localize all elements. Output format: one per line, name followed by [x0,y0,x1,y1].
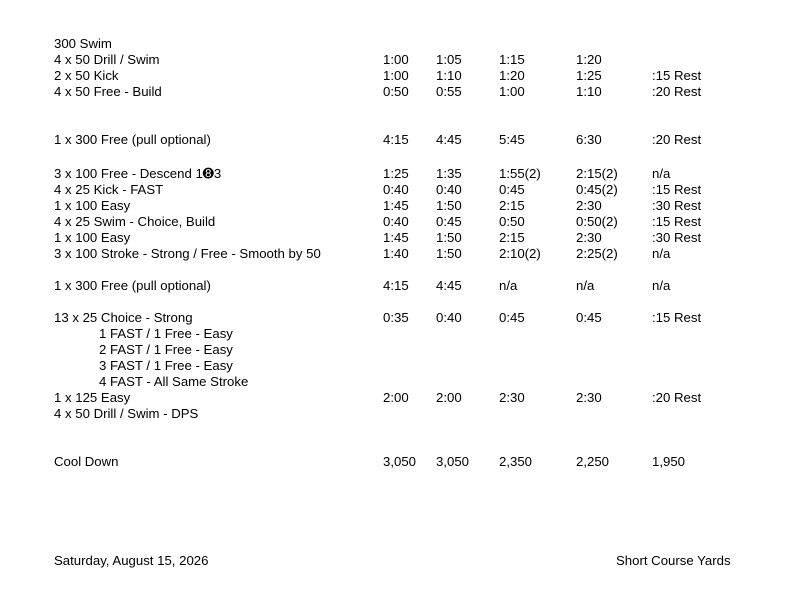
total-cell: 3,050 [383,454,417,469]
interval-cell: 1:20 [576,52,602,67]
interval-cell: 1:15 [499,52,525,67]
interval-cell: 0:35 [383,310,409,325]
interval-cell: 1:00 [383,52,409,67]
interval-cell: 1:00 [499,84,525,99]
footer-date: Saturday, August 15, 2026 [54,553,209,568]
interval-cell: 1:50 [436,246,462,261]
row-description: 1 FAST / 1 Free - Easy [99,326,233,341]
interval-cell: 1:10 [436,68,462,83]
rest-cell: :15 Rest [652,310,702,325]
interval-cell: 0:45 [499,310,525,325]
row-description: 4 x 50 Drill / Swim - DPS [54,406,199,421]
row-description: 3 x 100 Free - Descend 1➑3 [54,166,222,181]
total-cell: 2,250 [576,454,610,469]
row-description: 2 FAST / 1 Free - Easy [99,342,233,357]
total-cell: 3,050 [436,454,470,469]
interval-cell: 1:20 [499,68,525,83]
interval-cell: 0:50 [499,214,525,229]
interval-cell: 5:45 [499,132,525,147]
interval-cell: 2:15(2) [576,166,618,181]
workout-row [0,278,792,294]
interval-cell: 4:45 [436,278,462,293]
interval-cell: 1:55(2) [499,166,541,181]
row-description: 4 FAST - All Same Stroke [99,374,249,389]
row-description: 1 x 300 Free (pull optional) [54,278,211,293]
interval-cell: 4:15 [383,278,409,293]
workout-row [0,166,792,182]
rest-cell: :20 Rest [652,84,702,99]
interval-cell: 2:30 [576,230,602,245]
row-description: 2 x 50 Kick [54,68,119,83]
row-description: 1 x 300 Free (pull optional) [54,132,211,147]
interval-cell: 0:40 [436,310,462,325]
interval-cell: 0:45(2) [576,182,618,197]
interval-cell: 1:45 [383,230,409,245]
rest-cell: :20 Rest [652,390,702,405]
interval-cell: n/a [576,278,595,293]
footer-course: Short Course Yards [616,553,731,568]
rest-cell: :15 Rest [652,182,702,197]
interval-cell: 1:05 [436,52,462,67]
rest-cell: n/a [652,278,671,293]
row-description: 1 x 100 Easy [54,230,131,245]
workout-row [0,246,792,262]
row-description: 13 x 25 Choice - Strong [54,310,193,325]
interval-cell: 4:45 [436,132,462,147]
row-description: 3 x 100 Stroke - Strong / Free - Smooth by 50 [54,246,321,261]
interval-cell: 2:15 [499,230,525,245]
workout-row [0,390,792,406]
workout-row [0,406,792,422]
interval-cell: 2:00 [383,390,409,405]
interval-cell: 1:40 [383,246,409,261]
interval-cell: 1:25 [576,68,602,83]
total-row [0,454,792,470]
row-description: 4 x 50 Drill / Swim [54,52,160,67]
workout-row [0,374,792,390]
workout-row [0,84,792,100]
interval-cell: 2:00 [436,390,462,405]
rest-cell: :15 Rest [652,68,702,83]
row-description: 3 FAST / 1 Free - Easy [99,358,233,373]
rest-cell: :20 Rest [652,132,702,147]
rest-cell: :15 Rest [652,214,702,229]
row-description: 4 x 50 Free - Build [54,84,162,99]
interval-cell: 1:10 [576,84,602,99]
interval-cell: 0:50(2) [576,214,618,229]
interval-cell: 2:30 [499,390,525,405]
workout-row [0,214,792,230]
total-cell: 2,350 [499,454,533,469]
workout-row [0,52,792,68]
interval-cell: 4:15 [383,132,409,147]
interval-cell: 0:45 [499,182,525,197]
row-description: 4 x 25 Kick - FAST [54,182,164,197]
row-description: 4 x 25 Swim - Choice, Build [54,214,216,229]
workout-row [0,230,792,246]
interval-cell: 0:45 [436,214,462,229]
interval-cell: 1:50 [436,230,462,245]
interval-cell: 1:35 [436,166,462,181]
workout-row [0,198,792,214]
interval-cell: 0:55 [436,84,462,99]
interval-cell: 6:30 [576,132,602,147]
interval-cell: 2:15 [499,198,525,213]
interval-cell: 1:00 [383,68,409,83]
interval-cell: 2:10(2) [499,246,541,261]
rest-cell: n/a [652,246,671,261]
interval-cell: 1:50 [436,198,462,213]
rest-cell: :30 Rest [652,230,702,245]
total-cell: 1,950 [652,454,686,469]
row-description: 1 x 125 Easy [54,390,131,405]
workout-row [0,326,792,342]
interval-cell: 1:45 [383,198,409,213]
row-description: 1 x 100 Easy [54,198,131,213]
workout-row [0,36,792,52]
interval-cell: 0:40 [383,182,409,197]
workout-row [0,310,792,326]
interval-cell: 2:30 [576,390,602,405]
interval-cell: 0:45 [576,310,602,325]
interval-cell: 2:30 [576,198,602,213]
workout-row [0,68,792,84]
interval-cell: 1:25 [383,166,409,181]
interval-cell: 0:50 [383,84,409,99]
row-description: Cool Down [54,454,119,469]
interval-cell: 0:40 [436,182,462,197]
interval-cell: 0:40 [383,214,409,229]
interval-cell: 2:25(2) [576,246,618,261]
row-description: 300 Swim [54,36,112,51]
rest-cell: :30 Rest [652,198,702,213]
workout-row [0,182,792,198]
rest-cell: n/a [652,166,671,181]
interval-cell: n/a [499,278,518,293]
workout-row [0,132,792,148]
workout-row [0,342,792,358]
workout-row [0,358,792,374]
